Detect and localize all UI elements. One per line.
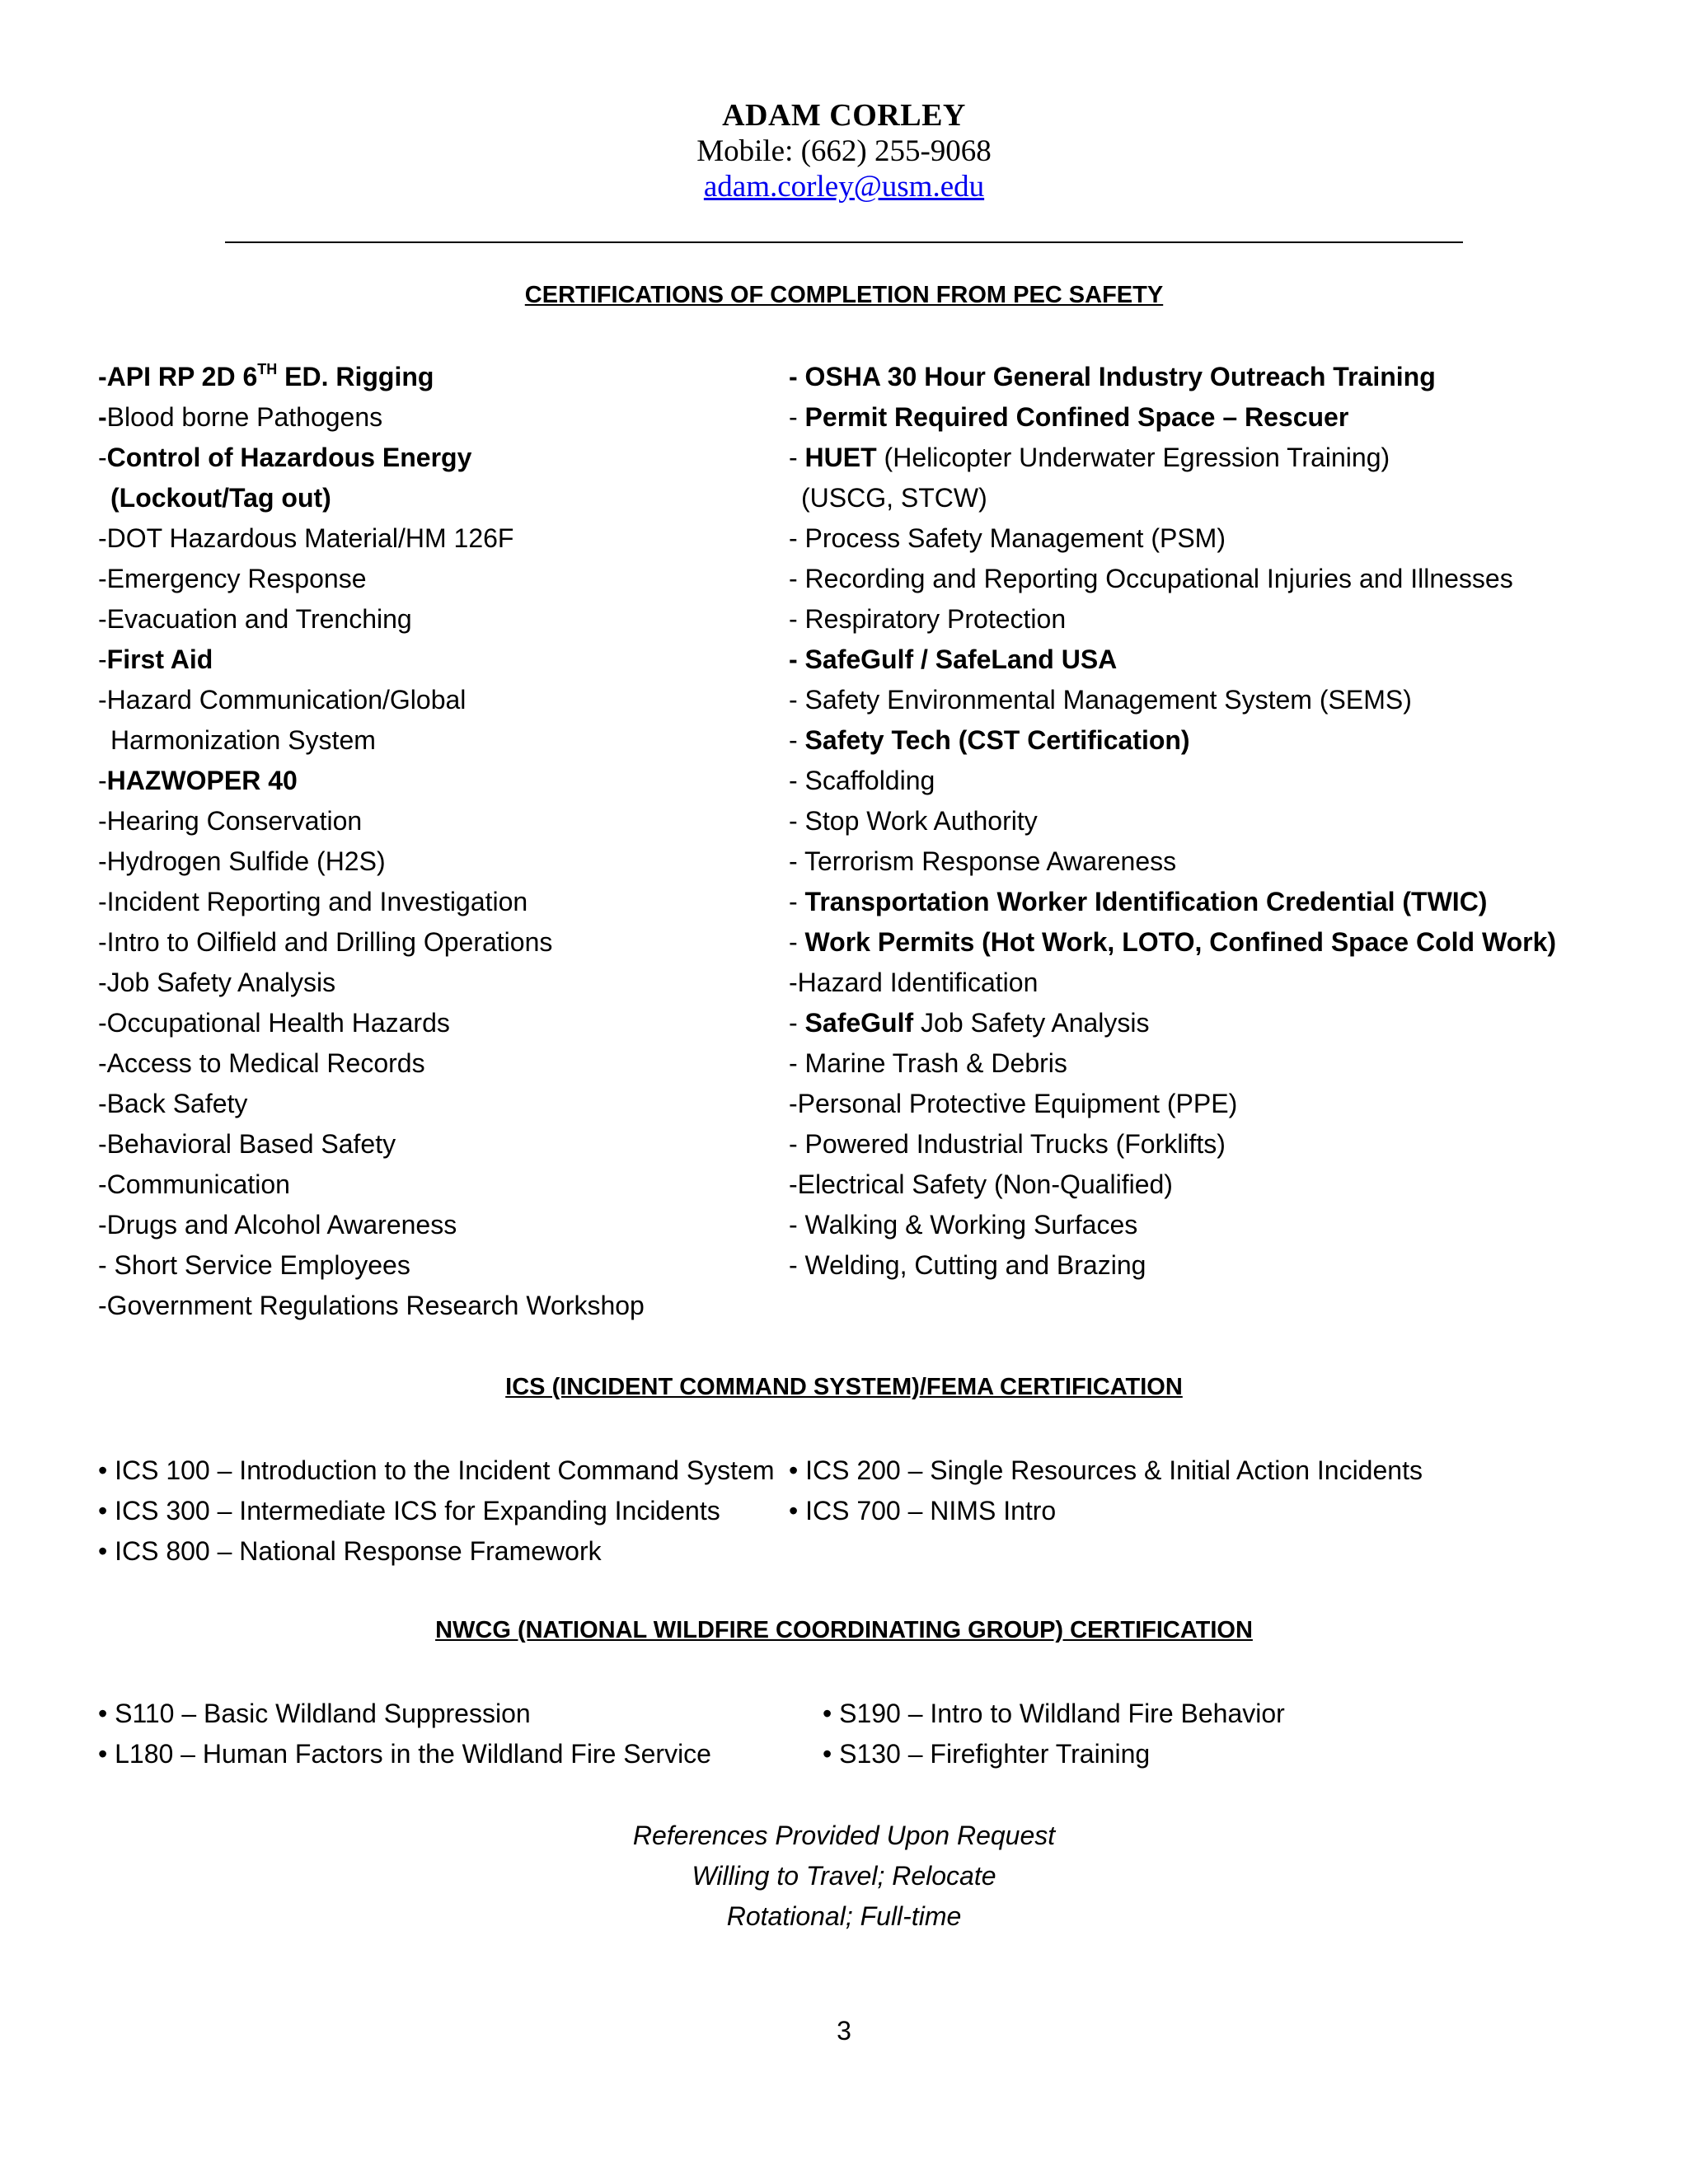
list-item: -Hazard Identification xyxy=(789,968,1039,997)
list-item xyxy=(98,357,645,397)
list-item: -Behavioral Based Safety xyxy=(98,1129,396,1159)
list-item: • S190 – Intro to Wildland Fire Behavior xyxy=(823,1699,1285,1728)
item-dash: - xyxy=(789,887,805,916)
list-item: -Incident Reporting and Investigation xyxy=(98,887,528,916)
ics-section-title: ICS (INCIDENT COMMAND SYSTEM)/FEMA CERTIFICATION xyxy=(505,1374,1183,1400)
item-text: HUET xyxy=(804,443,877,472)
list-item xyxy=(789,1003,1556,1043)
list-item: - Powered Industrial Trucks (Forklifts) xyxy=(789,1129,1226,1159)
nwcg-section-title: NWCG (NATIONAL WILDFIRE COORDINATING GROUP) CERTIFICATION xyxy=(435,1617,1253,1643)
list-item: -Drugs and Alcohol Awareness xyxy=(98,1210,457,1240)
list-item: -Electrical Safety (Non-Qualified) xyxy=(789,1169,1173,1199)
list-item: -Intro to Oilfield and Drilling Operations xyxy=(98,927,553,957)
list-item: • L180 – Human Factors in the Wildland Fire Service xyxy=(98,1739,711,1769)
list-item xyxy=(789,397,1556,438)
list-item: • ICS 800 – National Response Framework xyxy=(98,1536,602,1566)
ics-right-list xyxy=(789,1451,1423,1531)
pec-right-column xyxy=(789,357,1556,1286)
list-item: - Safety Environmental Management System (SEMS) xyxy=(789,685,1412,715)
list-item: - Marine Trash & Debris xyxy=(789,1048,1067,1078)
header-divider xyxy=(225,241,1463,243)
item-text: SafeGulf xyxy=(804,1008,914,1038)
list-item xyxy=(98,478,645,518)
list-item xyxy=(98,438,645,478)
superscript: TH xyxy=(257,361,278,377)
item-text: Job Safety Analysis xyxy=(913,1008,1150,1038)
references-note: References Provided Upon Request xyxy=(632,1821,1056,1850)
nwcg-right-list xyxy=(823,1694,1285,1774)
list-item: - Process Safety Management (PSM) xyxy=(789,523,1226,553)
ics-left-list xyxy=(98,1451,775,1572)
item-text: -API RP 2D 6 xyxy=(98,362,258,391)
item-text: - SafeGulf / SafeLand USA xyxy=(789,644,1118,674)
item-dash: - xyxy=(789,927,805,957)
travel-note: Willing to Travel; Relocate xyxy=(692,1861,996,1891)
item-dash: - xyxy=(98,644,107,674)
item-dash: - xyxy=(98,766,107,795)
list-item xyxy=(98,397,645,438)
item-text: Control of Hazardous Energy xyxy=(106,443,472,472)
list-item: -Personal Protective Equipment (PPE) xyxy=(789,1089,1238,1118)
pec-left-column xyxy=(98,357,645,1326)
list-item: • S130 – Firefighter Training xyxy=(823,1739,1151,1769)
list-item xyxy=(789,357,1556,397)
candidate-name: ADAM CORLEY xyxy=(722,98,966,133)
item-text: Work Permits (Hot Work, LOTO, Confined Space Cold Work) xyxy=(804,927,1557,957)
list-item: (USCG, STCW) xyxy=(801,483,987,513)
list-item xyxy=(789,640,1556,680)
email-link[interactable]: adam.corley@usm.edu xyxy=(703,170,985,204)
item-dash: - xyxy=(98,402,107,432)
list-item xyxy=(789,922,1556,963)
list-item: -Communication xyxy=(98,1169,290,1199)
list-item: - Recording and Reporting Occupational Injuries and Illnesses xyxy=(789,564,1513,593)
list-item xyxy=(98,761,645,801)
list-item: • ICS 200 – Single Resources & Initial Action Incidents xyxy=(789,1455,1423,1485)
item-text: HAZWOPER 40 xyxy=(106,766,298,795)
list-item: • ICS 100 – Introduction to the Incident Command System xyxy=(98,1455,775,1485)
list-item: • ICS 300 – Intermediate ICS for Expanding Incidents xyxy=(98,1496,720,1526)
list-item: -Hazard Communication/Global xyxy=(98,685,467,715)
list-item: -Access to Medical Records xyxy=(98,1048,425,1078)
item-text: Transportation Worker Identification Credential (TWIC) xyxy=(804,887,1488,916)
list-item: - Scaffolding xyxy=(789,766,935,795)
item-dash: - xyxy=(789,402,805,432)
item-dash: - xyxy=(98,443,107,472)
list-item: -Hydrogen Sulfide (H2S) xyxy=(98,846,386,876)
list-item: - Welding, Cutting and Brazing xyxy=(789,1250,1146,1280)
list-item: -Government Regulations Research Workshop xyxy=(98,1291,645,1320)
list-item: • S110 – Basic Wildland Suppression xyxy=(98,1699,531,1728)
list-item: -Emergency Response xyxy=(98,564,367,593)
pec-section-title: CERTIFICATIONS OF COMPLETION FROM PEC SAFETY xyxy=(524,282,1164,308)
item-text: ED. Rigging xyxy=(277,362,434,391)
item-text: (Helicopter Underwater Egression Training) xyxy=(876,443,1390,472)
list-item: Harmonization System xyxy=(110,725,376,755)
item-text: Safety Tech (CST Certification) xyxy=(804,725,1190,755)
page-number: 3 xyxy=(837,2016,851,2046)
item-text: (Lockout/Tag out) xyxy=(110,483,331,513)
item-text: - OSHA 30 Hour General Industry Outreach Training xyxy=(789,362,1436,391)
list-item: -Job Safety Analysis xyxy=(98,968,336,997)
list-item: -Occupational Health Hazards xyxy=(98,1008,450,1038)
list-item: - Short Service Employees xyxy=(98,1250,410,1280)
item-dash: - xyxy=(789,725,805,755)
list-item xyxy=(98,640,645,680)
list-item: -Evacuation and Trenching xyxy=(98,604,412,634)
mobile-number: Mobile: (662) 255-9068 xyxy=(696,134,992,168)
list-item: -DOT Hazardous Material/HM 126F xyxy=(98,523,514,553)
list-item xyxy=(789,882,1556,922)
item-text: Permit Required Confined Space – Rescuer xyxy=(804,402,1349,432)
list-item: - Stop Work Authority xyxy=(789,806,1038,836)
list-item: - Walking & Working Surfaces xyxy=(789,1210,1138,1240)
list-item: • ICS 700 – NIMS Intro xyxy=(789,1496,1057,1526)
list-item: -Hearing Conservation xyxy=(98,806,363,836)
list-item: - Respiratory Protection xyxy=(789,604,1067,634)
item-text: Blood borne Pathogens xyxy=(106,402,383,432)
item-dash: - xyxy=(789,443,805,472)
list-item xyxy=(789,720,1556,761)
nwcg-left-list xyxy=(98,1694,711,1774)
item-text: First Aid xyxy=(106,644,213,674)
rotational-note: Rotational; Full-time xyxy=(726,1901,962,1931)
list-item: -Back Safety xyxy=(98,1089,248,1118)
list-item xyxy=(789,438,1556,478)
item-dash: - xyxy=(789,1008,805,1038)
list-item: - Terrorism Response Awareness xyxy=(789,846,1177,876)
